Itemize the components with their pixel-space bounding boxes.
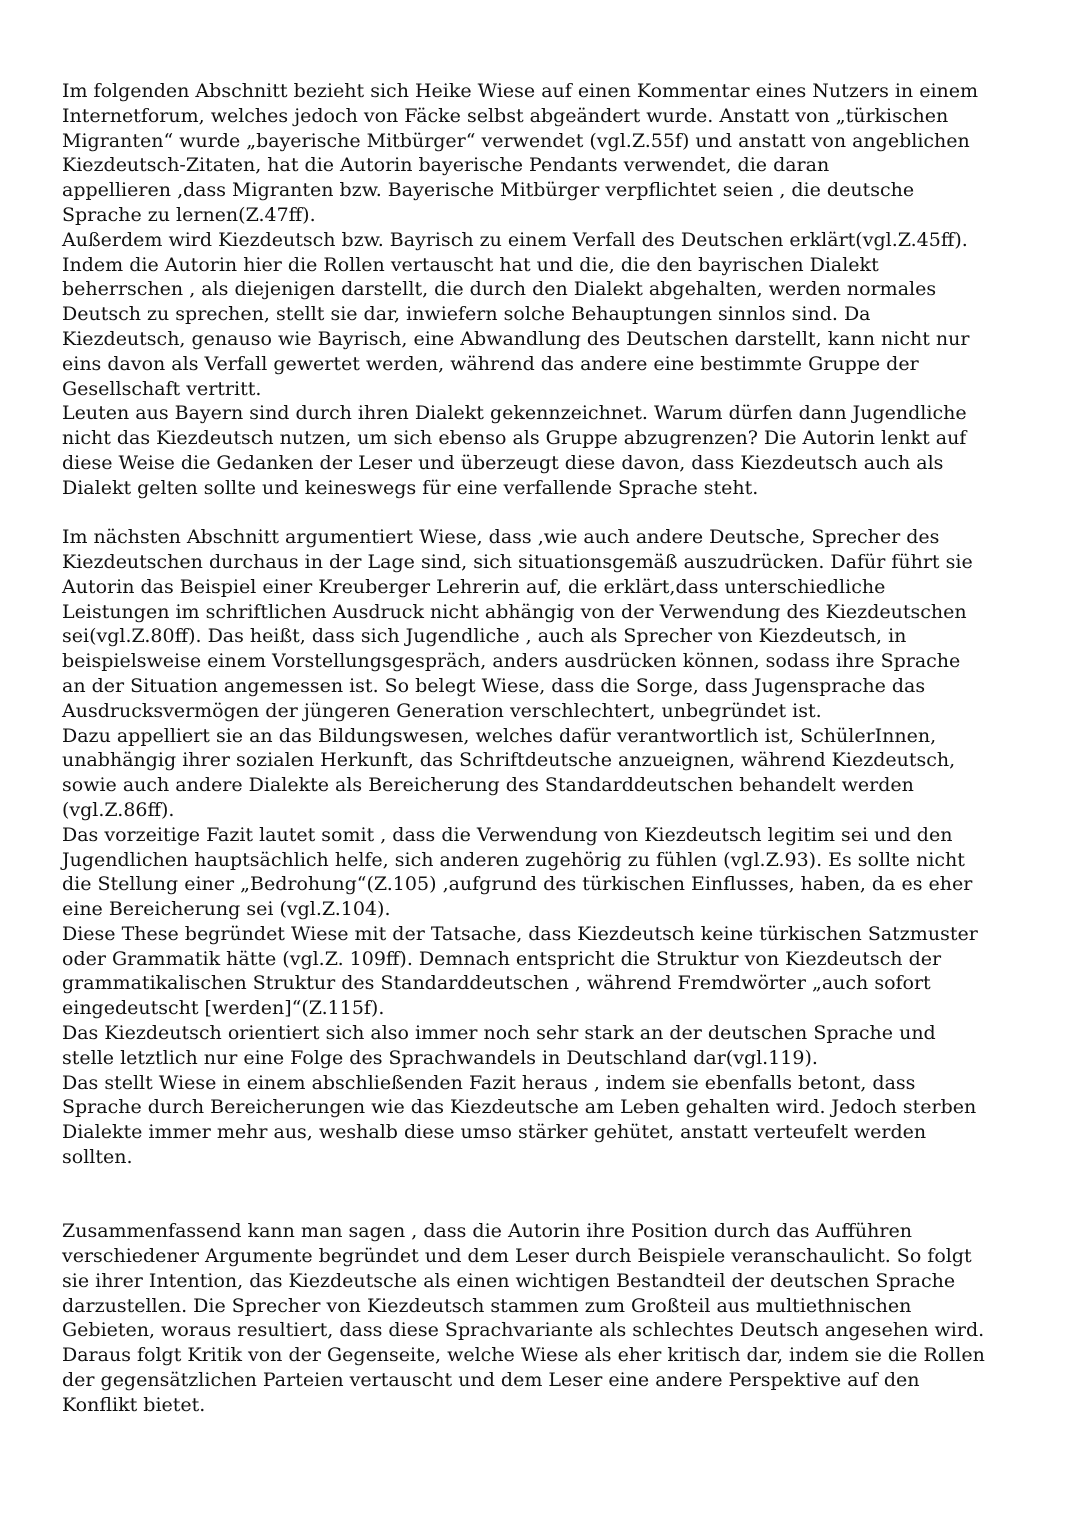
paragraph [62,525,1002,1170]
text-line: Kiezdeutsch, genauso wie Bayrisch, eine Abwandlung des Deutschen darstellt, kann nicht nur [62,327,970,350]
text-line: Deutsch zu sprechen, stellt sie dar, inwiefern solche Behauptungen sinnlos sind. Da [62,303,871,326]
text-line: Ausdrucksvermögen der jüngeren Generation verschlechtert, unbegründet ist. [62,699,822,722]
text-line: eingedeutscht [werden]“(Z.115f). [62,997,385,1020]
text-line: der gegensätzlichen Parteien vertauscht und dem Leser eine andere Perspektive auf den [62,1369,920,1392]
text-line: appellieren ‚dass Migranten bzw. Bayerische Mitbürger verpflichtet seien , die deutsche [62,179,915,202]
text-line: Dazu appelliert sie an das Bildungswesen, welches dafür verantwortlich ist, SchülerInnen, [62,724,937,747]
text-line: eine Bereicherung sei (vgl.Z.104). [62,898,391,921]
text-line: Diese These begründet Wiese mit der Tatsache, dass Kiezdeutsch keine türkischen Satzmuster [62,922,978,945]
text-line: Indem die Autorin hier die Rollen vertauscht hat und die, die den bayrischen Dialekt [62,253,879,276]
text-line: sowie auch andere Dialekte als Bereicherung des Standarddeutschen behandelt werden [62,774,914,797]
text-line: Dialekt gelten sollte und keineswegs für eine verfallende Sprache steht. [62,476,759,499]
text-line: Jugendlichen hauptsächlich helfe, sich anderen zugehörig zu fühlen (vgl.Z.93). Es sollte nicht [62,848,965,871]
text-line: diese Weise die Gedanken der Leser und überzeugt diese davon, dass Kiezdeutsch auch als [62,451,944,474]
text-line: Im nächsten Abschnitt argumentiert Wiese, dass ‚wie auch andere Deutsche, Sprecher des [62,526,940,549]
text-line: verschiedener Argumente begründet und dem Leser durch Beispiele veranschaulicht. So folgt [62,1245,972,1268]
text-line: Daraus folgt Kritik von der Gegenseite, welche Wiese als eher kritisch dar, indem sie die Rollen [62,1344,985,1367]
text-line: Sprache durch Bereicherungen wie das Kiezdeutsche am Leben gehalten wird. Jedoch sterben [62,1096,977,1119]
text-line: sie ihrer Intention, das Kiezdeutsche als einen wichtigen Bestandteil der deutschen Sprache [62,1269,956,1292]
text-line: stelle letztlich nur eine Folge des Sprachwandels in Deutschland dar(vgl.119). [62,1046,818,1069]
text-line: Autorin das Beispiel einer Kreuberger Lehrerin auf, die erklärt,dass unterschiedliche [62,575,886,598]
text-line: an der Situation angemessen ist. So belegt Wiese, dass die Sorge, dass Jugensprache das [62,674,926,697]
text-line: Im folgenden Abschnitt bezieht sich Heike Wiese auf einen Kommentar eines Nutzers in einem [62,80,979,102]
text-line: Konflikt bietet. [62,1393,206,1416]
text-line: unabhängig ihrer sozialen Herkunft, das Schriftdeutsche anzueignen, während Kiezdeutsch, [62,749,956,772]
text-line: Gebieten, woraus resultiert, dass diese Sprachvariante als schlechtes Deutsch angesehen wird. [62,1319,985,1342]
text-line: nicht das Kiezdeutsch nutzen, um sich ebenso als Gruppe abzugrenzen? Die Autorin lenkt auf [62,427,967,450]
text-line: eins davon als Verfall gewertet werden, während das andere eine bestimmte Gruppe der [62,352,919,375]
text-line: (vgl.Z.86ff). [62,798,175,821]
text-line: Das vorzeitige Fazit lautet somit , dass die Verwendung von Kiezdeutsch legitim sei und den [62,823,953,846]
text-line: darzustellen. Die Sprecher von Kiezdeutsch stammen zum Großteil aus multiethnischen [62,1294,912,1317]
text-line: sollten. [62,1146,133,1169]
text-line: sei(vgl.Z.80ff). Das heißt, dass sich Jugendliche , auch als Sprecher von Kiezdeutsch, in [62,625,907,648]
text-line: grammatikalischen Struktur des Standarddeutschen , während Fremdwörter „auch sofort [62,972,931,995]
text-line: Das stellt Wiese in einem abschließenden Fazit heraus , indem sie ebenfalls betont, dass [62,1071,916,1094]
paragraph [62,79,1002,501]
text-line: Gesellschaft vertritt. [62,377,262,400]
text-line: Das Kiezdeutsch orientiert sich also immer noch sehr stark an der deutschen Sprache und [62,1022,936,1045]
text-line: Zusammenfassend kann man sagen , dass die Autorin ihre Position durch das Aufführen [62,1220,912,1243]
text-line: oder Grammatik hätte (vgl.Z. 109ff). Demnach entspricht die Struktur von Kiezdeutsch der [62,947,942,970]
text-line: Migranten“ wurde „bayerische Mitbürger“ verwendet (vgl.Z.55f) und anstatt von angeblichen [62,129,970,152]
document-page [62,79,1002,1418]
text-line: Sprache zu lernen(Z.47ff). [62,203,316,226]
text-line: Kiezdeutsch-Zitaten, hat die Autorin bayerische Pendants verwendet, die daran [62,154,830,177]
paragraph [62,1219,1002,1417]
text-line: Außerdem wird Kiezdeutsch bzw. Bayrisch zu einem Verfall des Deutschen erklärt(vgl.Z.45ff). [62,228,968,251]
text-line: Kiezdeutschen durchaus in der Lage sind, sich situationsgemäß auszudrücken. Dafür führt sie [62,550,973,573]
text-line: die Stellung einer „Bedrohung“(Z.105) ‚aufgrund des türkischen Einflusses, haben, da es eher [62,873,973,896]
text-line: Leistungen im schriftlichen Ausdruck nicht abhängig von der Verwendung des Kiezdeutschen [62,600,967,623]
text-line: beispielsweise einem Vorstellungsgespräch, anders ausdrücken können, sodass ihre Sprache [62,650,961,673]
text-line: beherrschen , als diejenigen darstellt, die durch den Dialekt abgehalten, werden normales [62,278,937,301]
text-line: Dialekte immer mehr aus, weshalb diese umso stärker gehütet, anstatt verteufelt werden [62,1121,927,1144]
text-line: Leuten aus Bayern sind durch ihren Dialekt gekennzeichnet. Warum dürfen dann Jugendliche [62,402,967,425]
text-line: Internetforum, welches jedoch von Fäcke selbst abgeändert wurde. Anstatt von „türkischen [62,104,949,127]
